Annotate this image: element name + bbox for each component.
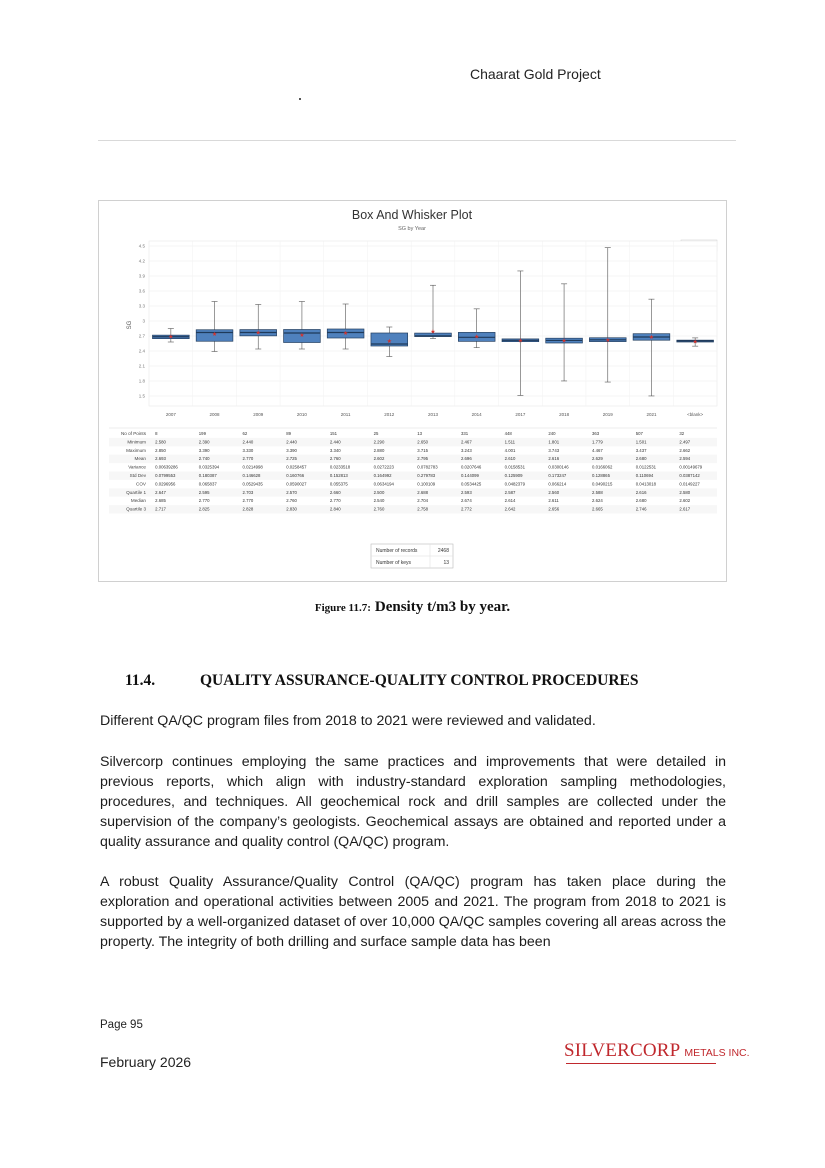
stats-cell: 2.500 [373, 489, 385, 495]
stats-cell: 2.850 [155, 447, 166, 453]
stats-cell: 2.570 [286, 489, 297, 495]
stats-cell: 0.0207646 [460, 464, 482, 470]
y-axis-label: SG [127, 320, 133, 330]
mean-marker: ★ [473, 334, 480, 341]
stats-cell: 0.0272223 [373, 464, 394, 470]
figure-caption-number: Figure 11.7: [314, 602, 371, 614]
stats-cell: 0.180387 [198, 473, 217, 478]
stats-cell: 2.725 [286, 456, 297, 462]
stats-cell: 2.696 [460, 456, 472, 462]
stats-cell: 0.0325394 [198, 464, 220, 470]
y-tick-label: 3.3 [138, 303, 145, 309]
y-tick-label: 3 [142, 318, 145, 324]
stats-cell: 0.0158531 [504, 464, 525, 470]
stats-cell: 0.0233518 [329, 464, 351, 470]
stats-cell: 2.602 [373, 456, 385, 462]
y-tick-label: 1.8 [138, 378, 145, 384]
box-whisker-chart [98, 200, 727, 582]
mean-marker: ★ [299, 332, 305, 339]
stats-cell: 2.580 [679, 489, 691, 495]
records-box [371, 544, 453, 568]
stats-cell: 0.279783 [417, 473, 436, 478]
y-tick-label: 1.5 [138, 393, 145, 399]
stats-cell: 3.330 [242, 447, 254, 453]
stats-cell: 2.770 [329, 498, 341, 504]
stats-cell: 1.511 [504, 439, 516, 445]
logo-underline [566, 1063, 716, 1064]
stats-cell: 1.501 [635, 439, 647, 445]
stats-row-label: Variance [128, 464, 146, 470]
stats-cell: 13 [417, 431, 423, 436]
x-tick-label: 2007 [165, 412, 176, 417]
stats-cell: 2.828 [242, 506, 254, 512]
stats-cell: 0.173247 [548, 473, 567, 478]
stats-cell: 0.0482379 [504, 481, 525, 487]
footer-page-number: Page 95 [100, 1019, 143, 1031]
section-heading [125, 672, 639, 690]
x-tick-label: 2021 [646, 412, 657, 417]
stats-cell: 2.440 [242, 439, 254, 445]
mean-marker: ★ [605, 337, 611, 344]
stats-cell: 2.770 [242, 456, 254, 462]
mean-marker: ★ [561, 338, 567, 345]
stats-cell: 3.743 [548, 447, 560, 453]
stats-cell: 0.0534425 [460, 481, 482, 487]
chart-subtitle: SG by Year [398, 226, 426, 232]
stats-cell: 0.0387142 [679, 473, 700, 478]
stats-cell: 0.00639286 [155, 464, 178, 470]
section-number: 11.4. [125, 672, 156, 689]
chart-canvas [99, 201, 726, 581]
y-tick-label: 2.4 [138, 348, 145, 354]
stats-cell: 0.066214 [548, 481, 567, 487]
stats-cell: 2.760 [373, 506, 385, 512]
stats-cell: 0.0413018 [635, 481, 657, 487]
keys-value: 13 [443, 560, 449, 566]
stats-cell: 4.001 [504, 447, 516, 453]
stats-cell: 2.704 [417, 498, 429, 504]
stats-cell: 199 [198, 431, 206, 436]
stats-cell: 2.770 [198, 498, 210, 504]
stats-cell: 151 [329, 431, 338, 436]
stats-row-label: Mean [134, 456, 146, 462]
stats-cell: 2.685 [155, 498, 166, 504]
stats-cell: 2.587 [504, 489, 516, 495]
stats-cell: 0.0166062 [592, 464, 613, 470]
stats-cell: 2.760 [329, 456, 341, 462]
stats-cell: 62 [242, 431, 248, 436]
stats-cell: 2.880 [373, 447, 385, 453]
stats-cell: 0.0214998 [242, 464, 263, 470]
x-tick-label: 2010 [296, 412, 307, 417]
x-tick-label: 2014 [471, 412, 482, 417]
figure-caption [0, 598, 825, 616]
logo-main-text: SILVERCORP [564, 1040, 681, 1061]
stats-cell: 2.497 [679, 439, 691, 445]
stats-cell: 2.629 [592, 456, 603, 462]
x-tick-label: 2011 [340, 412, 351, 417]
stats-cell: 2.703 [242, 489, 254, 495]
stats-row-label: Std Dev [129, 473, 146, 478]
stats-cell: 2.693 [155, 456, 166, 462]
mean-marker: ★ [517, 338, 524, 345]
stats-cell: 2.656 [548, 506, 560, 512]
stats-cell: 363 [592, 431, 600, 436]
stats-cell: 3.715 [417, 447, 429, 453]
stats-cell: 2.616 [635, 489, 647, 495]
mean-marker: ★ [211, 332, 218, 339]
stats-cell: 0.0799553 [155, 473, 176, 478]
figure-caption-text: Density t/m3 by year. [374, 599, 511, 615]
stats-cell: 2.740 [198, 456, 210, 462]
stats-cell: 2.440 [286, 439, 297, 445]
stats-cell: 2.614 [504, 498, 516, 504]
stats-cell: 0.0300146 [548, 464, 569, 470]
stats-cell: 2.825 [198, 506, 210, 512]
stats-cell: 25 [373, 431, 379, 436]
header-dot [299, 98, 301, 100]
logo-sub-text: METALS INC. [684, 1047, 750, 1059]
stats-row-label: No of Points [120, 431, 146, 436]
mean-marker: ★ [430, 329, 436, 336]
stats-cell: 2.760 [286, 498, 297, 504]
chart-title: Box And Whisker Plot [351, 208, 473, 222]
stats-row-label: Median [130, 498, 146, 504]
stats-cell: 0.0490215 [592, 481, 613, 487]
stats-cell: 0.0122531 [635, 464, 657, 470]
x-tick-label: 2017 [515, 412, 526, 417]
stats-cell: 2.560 [548, 489, 560, 495]
stats-cell: 2.758 [417, 506, 429, 512]
stats-cell: 3.390 [286, 447, 297, 453]
records-value: 2468 [437, 548, 449, 554]
stats-cell: 3.390 [198, 447, 210, 453]
stats-cell: 240 [548, 431, 556, 436]
stats-cell: 2.593 [460, 489, 472, 495]
x-tick-label: 2019 [602, 412, 613, 417]
silvercorp-logo [564, 1040, 750, 1062]
stats-cell: 2.795 [417, 456, 429, 462]
mean-marker: ★ [386, 339, 393, 346]
stats-cell: 3.340 [329, 447, 341, 453]
stats-cell: 2.674 [460, 498, 472, 504]
y-tick-label: 2.7 [138, 333, 145, 339]
stats-cell: 2.665 [592, 506, 603, 512]
y-tick-label: 2.1 [138, 363, 145, 369]
stats-cell: 2.440 [329, 439, 341, 445]
stats-cell: 2.588 [592, 489, 603, 495]
mean-marker: ★ [168, 334, 174, 341]
x-tick-label: 2012 [384, 412, 395, 417]
stats-cell: 0.0782783 [417, 464, 438, 470]
stats-cell: 2.624 [592, 498, 603, 504]
stats-cell: 89 [286, 431, 291, 436]
stats-cell: 2.642 [504, 506, 516, 512]
stats-cell: 2.660 [329, 489, 341, 495]
y-tick-label: 3.6 [138, 288, 145, 294]
stats-cell: 0.125909 [504, 473, 523, 478]
records-label: Number of records [376, 548, 418, 554]
stats-cell: 2.680 [635, 456, 647, 462]
stats-cell: 1.801 [548, 439, 560, 445]
stats-cell: 0.152813 [329, 473, 348, 478]
stats-cell: 2.772 [460, 506, 472, 512]
stats-row-label: Maximum [126, 447, 146, 453]
x-tick-label: <blank> [687, 412, 704, 417]
stats-cell: 0.0529435 [242, 481, 263, 487]
stats-cell: 2.290 [373, 439, 385, 445]
x-tick-label: 2018 [559, 412, 570, 417]
stats-cell: 8 [155, 431, 158, 436]
x-tick-label: 2008 [209, 412, 220, 417]
y-tick-label: 4.5 [138, 243, 145, 249]
stats-cell: 2.594 [679, 456, 691, 462]
stats-cell: 2.610 [504, 456, 516, 462]
mean-marker: ★ [342, 331, 349, 338]
stats-cell: 0.0149227 [679, 481, 700, 487]
stats-cell: 0.110694 [635, 473, 654, 478]
stats-cell: 0.0634194 [373, 481, 394, 487]
stats-cell: 0.0590027 [286, 481, 307, 487]
stats-row-label: Minimum [127, 439, 146, 445]
stats-cell: 0.00149679 [679, 464, 703, 470]
paragraph-2: Silvercorp continues employing the same practices and improvements that were detailed in previous reports, which align with industry-standard exploration sampling methodologies, procedures, and techniques. All geochemical rock and drill samples are collected under the supervision of the company’s geologists. Geochemical assays are obtained and reported under a quality assurance and quality control (QA/QC) program. [100, 754, 726, 850]
stats-cell: 2.617 [679, 506, 691, 512]
stats-cell: 2.770 [242, 498, 254, 504]
stats-cell: 1.779 [592, 439, 603, 445]
stats-cell: 2.580 [155, 439, 166, 445]
x-tick-label: 2013 [427, 412, 439, 417]
stats-cell: 2.662 [679, 447, 691, 453]
mean-marker: ★ [648, 335, 655, 342]
stats-cell: 2.650 [417, 439, 429, 445]
stats-cell: 4.467 [592, 447, 603, 453]
stats-cell: 0.160766 [286, 473, 305, 478]
stats-cell: 2.540 [373, 498, 385, 504]
stats-row-label: COV [136, 481, 146, 487]
section-title: QUALITY ASSURANCE-QUALITY CONTROL PROCEDURES [200, 672, 639, 689]
stats-cell: 507 [635, 431, 643, 436]
y-tick-label: 3.9 [138, 273, 145, 279]
stats-cell: 2.390 [198, 439, 210, 445]
stats-cell: 2.746 [635, 506, 647, 512]
stats-cell: 331 [460, 431, 469, 436]
stats-cell: 2.616 [548, 456, 560, 462]
paragraph-3: A robust Quality Assurance/Quality Control (QA/QC) program has taken place during the exploration and operational activities between 2005 and 2021. The program from 2018 to 2021 is supported by a well-organized dataset of over 10,000 QA/QC samples covering all areas across the property. The integrity of both drilling and surface sample data has been [100, 874, 726, 950]
header-divider [98, 140, 736, 141]
stats-cell: 3.243 [460, 447, 472, 453]
stats-cell: 0.164992 [373, 473, 392, 478]
stats-cell: 0.128865 [592, 473, 610, 478]
stats-cell: 2.467 [460, 439, 472, 445]
stats-cell: 2.717 [155, 506, 166, 512]
stats-cell: 0.0258457 [286, 464, 307, 470]
stats-cell: 3.437 [635, 447, 647, 453]
stats-cell: 32 [679, 431, 685, 436]
stats-cell: 0.0296956 [155, 481, 176, 487]
x-tick-label: 2009 [253, 412, 264, 417]
document-header-title: Chaarat Gold Project [470, 66, 601, 82]
stats-cell: 0.100109 [417, 481, 436, 487]
stats-cell: 0.144099 [460, 473, 479, 478]
stats-row-label: Quartile 3 [126, 506, 146, 512]
keys-label: Number of keys [376, 560, 412, 566]
stats-cell: 2.830 [286, 506, 297, 512]
stats-cell: 448 [504, 431, 512, 436]
paragraph-1: Different QA/QC program files from 2018 to 2021 were reviewed and validated. [100, 713, 596, 729]
footer-date: February 2026 [100, 1054, 192, 1070]
stats-cell: 2.840 [329, 506, 341, 512]
stats-cell: 0.146628 [242, 473, 261, 478]
stats-cell: 0.055375 [329, 481, 348, 487]
stats-cell: 2.647 [155, 489, 166, 495]
mean-marker: ★ [255, 330, 261, 337]
stats-cell: 2.602 [679, 498, 691, 504]
stats-cell: 2.680 [635, 498, 647, 504]
mean-marker: ★ [692, 339, 698, 346]
stats-cell: 0.065837 [198, 481, 217, 487]
stats-cell: 2.611 [548, 498, 559, 504]
y-tick-label: 4.2 [138, 258, 145, 264]
stats-row-label: Quartile 1 [126, 489, 146, 495]
stats-cell: 2.595 [198, 489, 210, 495]
stats-cell: 2.688 [417, 489, 429, 495]
